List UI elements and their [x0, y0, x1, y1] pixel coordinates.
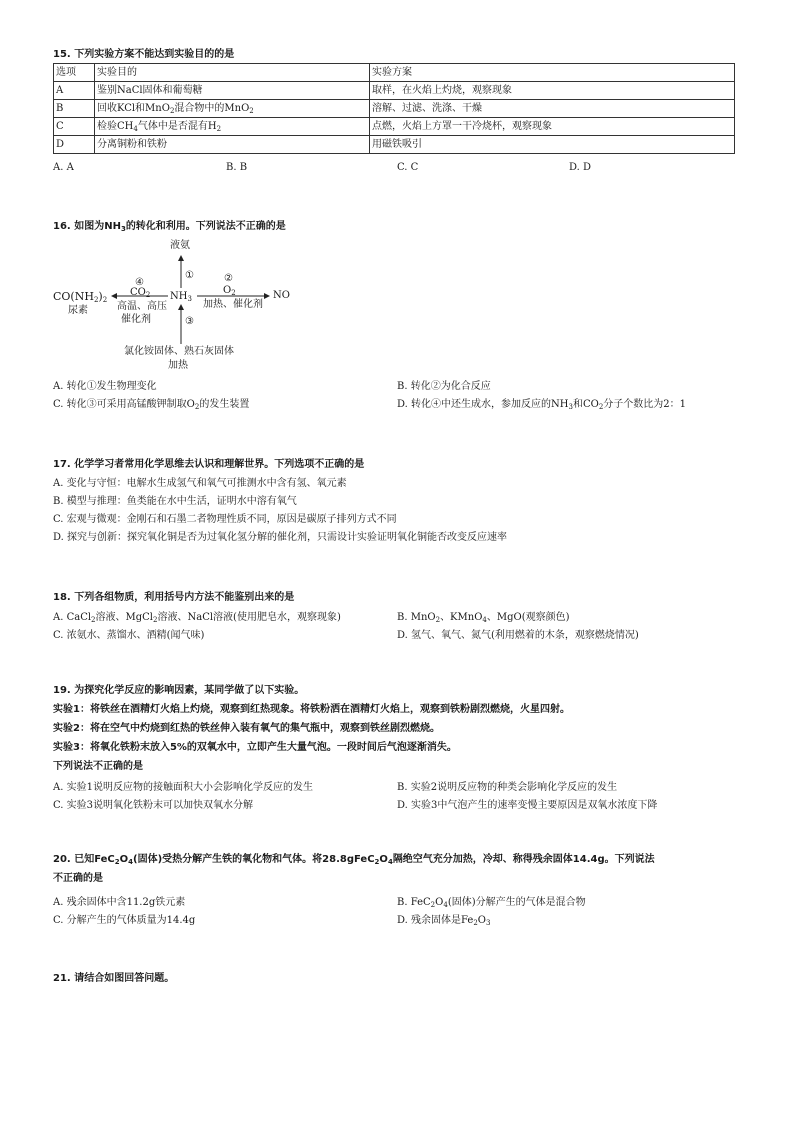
q15-option-d: D. D — [569, 162, 592, 173]
label-right-condition: 加热、催化剂 — [203, 299, 263, 310]
q19-option-a: A. 实验1说明反应物的接触面积大小会影响化学反应的发生 — [53, 782, 313, 793]
table-cell: 取样，在火焰上灼烧，观察现象 — [370, 82, 735, 100]
label-no: NO — [273, 290, 290, 301]
label-urea-name: 尿素 — [68, 305, 88, 316]
q19-option-d: D. 实验3中气泡产生的速率变慢主要原因是双氧水浓度下降 — [397, 800, 658, 811]
table-cell: 点燃，火焰上方罩一干冷烧杯，观察现象 — [370, 118, 735, 136]
table-cell: 鉴别NaCl固体和葡萄糖 — [95, 82, 370, 100]
q19-prompt: 下列说法不正确的是 — [53, 761, 143, 772]
q15-option-c: C. C — [397, 162, 419, 173]
q21-title: 21. 请结合如图回答问题。 — [53, 973, 175, 984]
q18-option-b: B. MnO$_2$、KMnO$_4$、MgO(观察颜色) — [397, 612, 570, 624]
q16-title: 16. 如图为$NH_3$的转化和利用。下列说法不正确的是 — [53, 221, 286, 233]
q15-option-b: B. B — [226, 162, 248, 173]
table-cell: 用磁铁吸引 — [370, 136, 735, 154]
label-urea-formula: $CO(NH_2)_2$ — [53, 290, 108, 304]
q18-option-a: A. CaCl$_2$溶液、MgCl$_2$溶液、NaCl溶液(使用肥皂水，观察现象) — [53, 612, 341, 624]
q16-option-c: C. 转化③可采用高锰酸钾制取$O_2$的发生装置 — [53, 399, 250, 411]
label-circle-1: ① — [185, 270, 194, 281]
q18-option-c: C. 浓氨水、蒸馏水、酒精(闻气味) — [53, 630, 205, 641]
table-cell: C — [54, 118, 95, 136]
q16-option-a: A. 转化①发生物理变化 — [53, 381, 157, 392]
q19-option-b: B. 实验2说明反应物的种类会影响化学反应的发生 — [397, 782, 618, 793]
label-co2: $CO_2$ — [130, 287, 151, 299]
header-cell: 实验方案 — [370, 64, 735, 82]
table-cell: D — [54, 136, 95, 154]
q15-title: 15. 下列实验方案不能达到实验目的的是 — [53, 49, 235, 60]
label-bottom-heating: 加热 — [168, 360, 188, 371]
q20-option-d: D. 残余固体是$Fe_2O_3$ — [397, 915, 491, 927]
label-bottom-reagents: 氯化铵固体、熟石灰固体 — [124, 346, 234, 357]
label-circle-2: ② — [224, 273, 233, 284]
q16-option-b: B. 转化②为化合反应 — [397, 381, 491, 392]
header-cell: 选项 — [54, 64, 95, 82]
q20-stem — [53, 850, 655, 888]
q16-option-d: D. 转化④中还生成水，参加反应的$NH_3$和$CO_2$分子个数比为2：1 — [397, 399, 687, 411]
q20-option-a: A. 残余固体中含11.2g铁元素 — [53, 897, 186, 908]
q17-title: 17. 化学学习者常用化学思维去认识和理解世界。下列选项不正确的是 — [53, 459, 365, 470]
q19-experiment-1: 实验1：将铁丝在酒精灯火焰上灼烧，观察到红热现象。将铁粉洒在酒精灯火焰上，观察到铁粉剧烈燃烧，火星四射。 — [53, 704, 570, 715]
label-circle-4: ④ — [135, 277, 144, 288]
q15-option-a: A. A — [53, 162, 74, 173]
q19-title: 19. 为探究化学反应的影响因素，某同学做了以下实验。 — [53, 685, 305, 696]
q17-option-d: D. 探究与创新：探究氧化铜是否为过氧化氢分解的催化剂，只需设计实验证明氧化铜能否改变反应速率 — [53, 532, 508, 543]
table-cell: 检验$CH_4$气体中是否混有$H_2$ — [95, 118, 370, 136]
q20-option-c: C. 分解产生的气体质量为14.4g — [53, 915, 196, 926]
label-circle-3: ③ — [185, 316, 194, 327]
table-cell: B — [54, 100, 95, 118]
label-nh3-center: $NH_3$ — [170, 291, 192, 303]
label-left-condition-2: 催化剂 — [121, 314, 151, 325]
q17-option-a: A. 变化与守恒：电解水生成氢气和氧气可推测水中含有氢、氧元素 — [53, 478, 347, 489]
header-cell: 实验目的 — [95, 64, 370, 82]
q20-option-b: B. $FeC_2O_4$(固体)分解产生的气体是混合物 — [397, 897, 586, 909]
q19-stem — [53, 681, 570, 776]
q18-title: 18. 下列各组物质，利用括号内方法不能鉴别出来的是 — [53, 592, 295, 603]
label-left-condition-1: 高温、高压 — [117, 301, 167, 312]
q18-option-d: D. 氢气、氧气、氮气(利用燃着的木条，观察燃烧情况) — [397, 630, 639, 641]
q17-option-b: B. 模型与推理：鱼类能在水中生活，证明水中溶有氧气 — [53, 496, 297, 507]
q20-title-line-2: 不正确的是 — [53, 873, 103, 884]
label-liquid-ammonia: 液氨 — [170, 240, 190, 251]
q19-experiment-3: 实验3：将氧化铁粉末放入5%的双氧水中，立即产生大量气泡。一段时间后气泡逐渐消失。 — [53, 742, 457, 753]
q20-title-line-1: 20. 已知$FeC_2O_4$(固体)受热分解产生铁的氧化物和气体。将$28.8gFeC_2O_4$隔绝空气充分加热，冷却、称得残余固体14.4g。下列说法 — [53, 854, 655, 866]
table-cell: A — [54, 82, 95, 100]
table-cell: 回收KCl和MnO$_2$混合物中的MnO$_2$ — [95, 100, 370, 118]
label-o2: $O_2$ — [223, 285, 236, 297]
table-cell: 分离铜粉和铁粉 — [95, 136, 370, 154]
q19-option-c: C. 实验3说明氧化铁粉末可以加快双氧水分解 — [53, 800, 254, 811]
q17-option-c: C. 宏观与微观：金刚石和石墨二者物理性质不同，原因是碳原子排列方式不同 — [53, 514, 397, 525]
q19-experiment-2: 实验2：将在空气中灼烧到红热的铁丝伸入装有氧气的集气瓶中，观察到铁丝剧烈燃烧。 — [53, 723, 440, 734]
table-cell: 溶解、过滤、洗涤、干燥 — [370, 100, 735, 118]
